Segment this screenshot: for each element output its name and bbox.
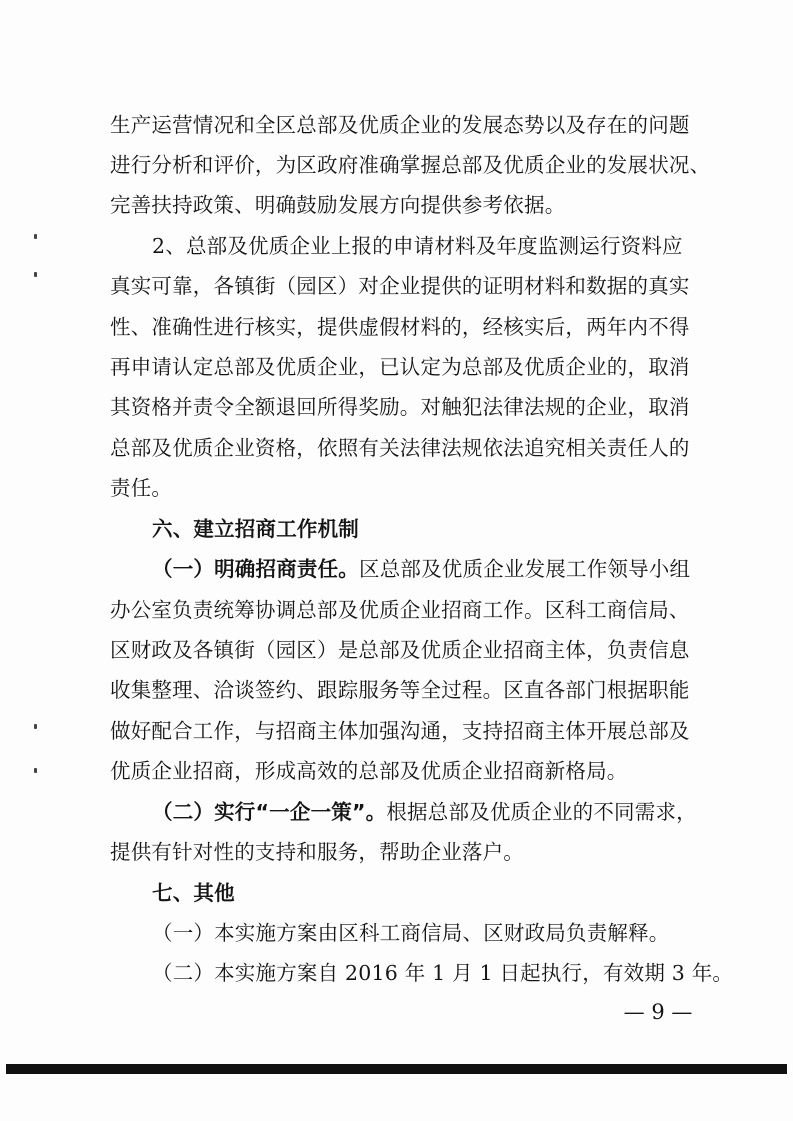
body-text-line: 生产运营情况和全区总部及优质企业的发展态势以及存在的问题 bbox=[110, 113, 690, 137]
body-text-line bbox=[152, 795, 700, 829]
body-text-line: （二）本实施方案自 2016 年 1 月 1 日起执行，有效期 3 年。 bbox=[152, 961, 734, 985]
body-text-line: 办公室负责统筹协调总部及优质企业招商工作。区科工商信局、 bbox=[110, 598, 690, 622]
body-text-line: 提供有针对性的支持和服务，帮助企业落户。 bbox=[110, 840, 524, 864]
scan-speck bbox=[34, 724, 37, 729]
body-text-line bbox=[152, 552, 700, 586]
bottom-rule bbox=[6, 1064, 787, 1074]
body-text-line: 再申请认定总部及优质企业，已认定为总部及优质企业的，取消 bbox=[110, 355, 690, 379]
body-text-line: （一）本实施方案由区科工商信局、区财政局负责解释。 bbox=[152, 921, 670, 945]
body-text-line: 总部及优质企业资格，依照有关法律法规依法追究相关责任人的 bbox=[110, 436, 690, 460]
section-heading: 六、建立招商工作机制 bbox=[152, 517, 359, 541]
body-text-segment: 根据总部及优质企业的不同需求， bbox=[386, 800, 697, 824]
body-text-line: 做好配合工作，与招商主体加强沟通，支持招商主体开展总部及 bbox=[110, 719, 690, 743]
body-text-line: 真实可靠，各镇街（园区）对企业提供的证明材料和数据的真实 bbox=[110, 274, 690, 298]
body-text-line: 性、准确性进行核实，提供虚假材料的，经核实后，两年内不得 bbox=[110, 315, 690, 339]
section-heading: 七、其他 bbox=[152, 881, 235, 905]
scan-speck bbox=[34, 768, 37, 773]
body-text-line: 区财政及各镇街（园区）是总部及优质企业招商主体，负责信息 bbox=[110, 638, 690, 662]
subsection-title: （二）实行“一企一策”。 bbox=[152, 800, 387, 824]
body-text-line: 其资格并责令全额退回所得奖励。对触犯法律法规的企业，取消 bbox=[110, 395, 690, 419]
body-text-line: 完善扶持政策、明确鼓励发展方向提供参考依据。 bbox=[110, 193, 566, 217]
body-text-line: 收集整理、洽谈签约、跟踪服务等全过程。区直各部门根据职能 bbox=[110, 678, 690, 702]
body-text-segment: 区总部及优质企业发展工作领导小组 bbox=[359, 557, 691, 581]
body-text-line: 进行分析和评价，为区政府准确掌握总部及优质企业的发展状况、 bbox=[110, 153, 711, 177]
body-text-line: 责任。 bbox=[110, 476, 173, 500]
scan-speck bbox=[34, 272, 37, 277]
subsection-title: （一）明确招商责任。 bbox=[152, 557, 359, 581]
body-text-line: 2、总部及优质企业上报的申请材料及年度监测运行资料应 bbox=[152, 234, 683, 258]
page-number: — 9 — bbox=[623, 1000, 693, 1024]
scan-speck bbox=[34, 234, 37, 239]
body-text-line: 优质企业招商，形成高效的总部及优质企业招商新格局。 bbox=[110, 759, 628, 783]
